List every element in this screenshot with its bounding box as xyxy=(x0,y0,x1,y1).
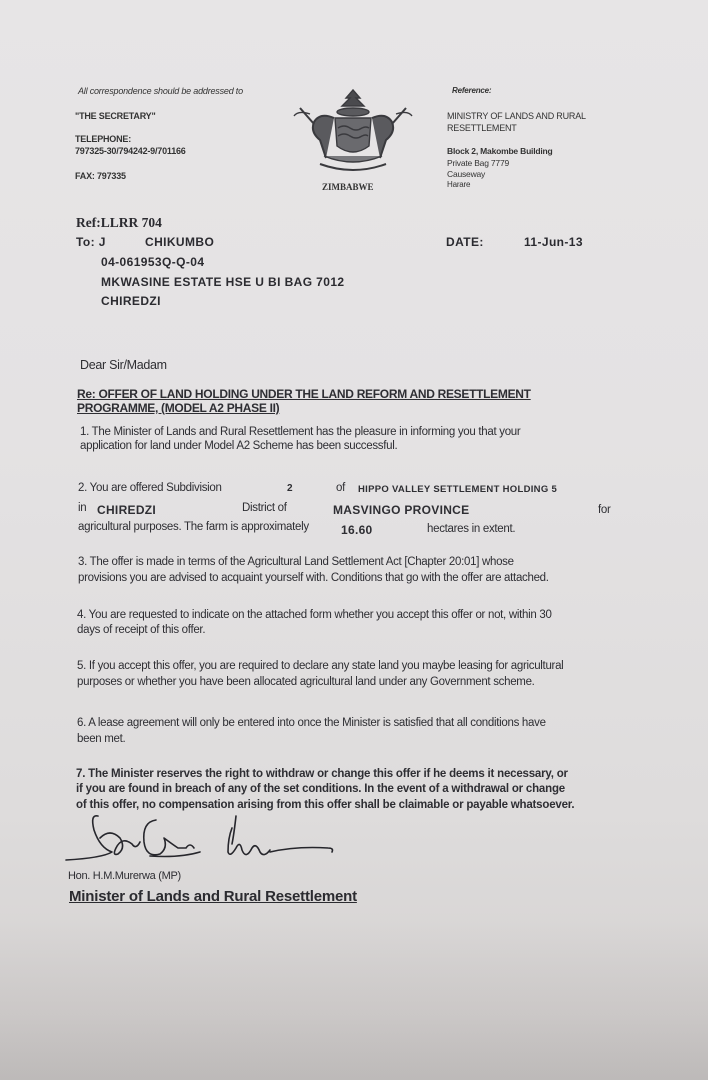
recipient-id: 04-061953Q-Q-04 xyxy=(101,255,205,269)
district-label: District of xyxy=(242,502,287,514)
paragraph-3-line1: 3. The offer is made in terms of the Agricultural Land Settlement Act [Chapter 20:01] whose xyxy=(78,556,514,568)
paragraph-7-line3: of this offer, no compensation arising from this offer shall be claimable or payable whatsoever. xyxy=(76,799,575,811)
paragraph-6-line2: been met. xyxy=(77,733,126,745)
subject-line1: Re: OFFER OF LAND HOLDING UNDER THE LAND REFORM AND RESETTLEMENT xyxy=(77,387,531,401)
signatory-name: Hon. H.M.Murerwa (MP) xyxy=(68,870,181,882)
for-label: for xyxy=(598,504,611,516)
paragraph-1-line2: application for land under Model A2 Scheme has been successful. xyxy=(80,440,398,452)
photo-shadow xyxy=(0,920,708,1080)
address-line2: Private Bag 7779 xyxy=(447,158,510,168)
date-label: DATE: xyxy=(446,235,484,249)
paragraph-2-purposes: agricultural purposes. The farm is approximately xyxy=(78,521,309,533)
country-label: ZIMBABWE xyxy=(322,182,374,192)
subdivision-number: 2 xyxy=(287,483,293,494)
paragraph-5-line1: 5. If you accept this offer, you are required to declare any state land you maybe leasing for agricultural xyxy=(77,660,564,672)
reference-label: Reference: xyxy=(452,86,492,95)
place-name: CHIREDZI xyxy=(97,503,157,517)
ministry-line2: RESETTLEMENT xyxy=(447,123,517,133)
subject-line2: PROGRAMME, (MODEL A2 PHASE II) xyxy=(77,401,280,415)
paragraph-4-line2: days of receipt of this offer. xyxy=(77,624,206,636)
paragraph-1-line1: 1. The Minister of Lands and Rural Resettlement has the pleasure in informing you that your xyxy=(80,426,521,438)
hectares-label: hectares in extent. xyxy=(427,523,516,535)
paragraph-4-line1: 4. You are requested to indicate on the attached form whether you accept this offer or not, within 30 xyxy=(77,609,552,621)
fax-number: FAX: 797335 xyxy=(75,171,126,181)
date-value: 11-Jun-13 xyxy=(524,235,583,249)
recipient-address: MKWASINE ESTATE HSE U BI BAG 7012 xyxy=(101,275,345,289)
signatory-title: Minister of Lands and Rural Resettlement xyxy=(69,888,357,905)
recipient-town: CHIREDZI xyxy=(101,294,161,308)
address-line1: Block 2, Makombe Building xyxy=(447,146,553,156)
ministry-line1: MINISTRY OF LANDS AND RURAL xyxy=(447,111,586,121)
paragraph-7-line1: 7. The Minister reserves the right to withdraw or change this offer if he deems it necessary, or xyxy=(76,768,568,780)
coat-of-arms-emblem xyxy=(290,84,416,184)
of-label: of xyxy=(336,482,345,494)
paragraph-7-line2: if you are found in breach of any of the set conditions. In the event of a withdrawal or change xyxy=(76,783,565,795)
address-line4: Harare xyxy=(447,180,471,189)
hectares-value: 16.60 xyxy=(341,523,373,537)
holding-name: HIPPO VALLEY SETTLEMENT HOLDING 5 xyxy=(358,484,558,495)
paragraph-6-line1: 6. A lease agreement will only be entered into once the Minister is satisfied that all conditions have xyxy=(77,717,546,729)
reference-number: Ref:LLRR 704 xyxy=(76,215,162,230)
recipient-surname: CHIKUMBO xyxy=(145,235,215,249)
paragraph-5-line2: purposes or whether you have been allocated agricultural land under any Government scheme. xyxy=(77,676,535,688)
telephone-numbers: 797325-30/794242-9/701166 xyxy=(75,146,186,156)
to-label: To: J xyxy=(76,235,106,249)
handwritten-signature xyxy=(60,808,350,878)
correspondence-note: All correspondence should be addressed to xyxy=(78,86,243,96)
telephone-label: TELEPHONE: xyxy=(75,134,132,144)
address-line3: Causeway xyxy=(447,169,486,179)
paragraph-3-line2: provisions you are advised to acquaint yourself with. Conditions that go with the offer are attached. xyxy=(78,572,549,584)
salutation: Dear Sir/Madam xyxy=(80,358,167,372)
in-label: in xyxy=(78,502,87,514)
paragraph-2-intro: 2. You are offered Subdivision xyxy=(78,482,222,494)
province-name: MASVINGO PROVINCE xyxy=(333,503,470,517)
secretary-line: "THE SECRETARY" xyxy=(75,111,156,121)
